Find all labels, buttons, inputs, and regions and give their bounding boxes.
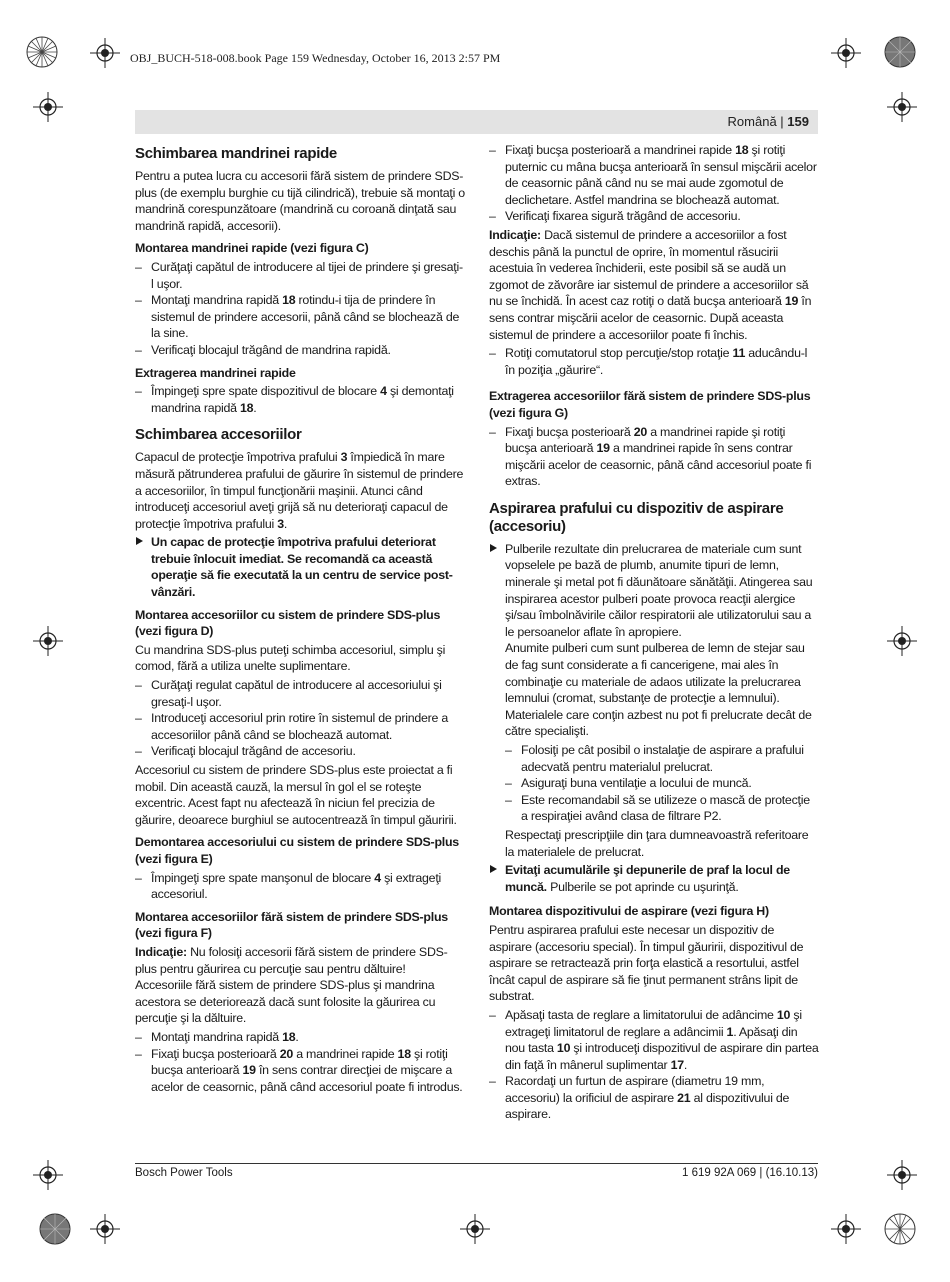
paragraph: Pulberile rezultate din prelucrarea de materiale cum sunt vopselele pe bază de plumb, anumite tipuri de lemn, minerale şi metal pot fi dăunătoare sănătăţii. Atingerea sau inspirarea acestor pulberi poate provoca reacţii alergice şi/sau îmbolnăvirile căilor respiratorii ale utilizatorului sau a le persoanelor aflate în apropiere. (505, 541, 813, 639)
list-item: – Apăsaţi tasta de reglare a limitatorului de adâncime 10 şi extrageţi limitatorul de reglare a adâncimii 1. Apăsaţi din nou tasta 10 şi introduceţi dispozitivul de aspirare din partea din faţă în mânerul suplimentar 17. (489, 1007, 819, 1073)
crosshair-mark-bottom-center (460, 1214, 490, 1244)
part-number: 18 (735, 143, 749, 157)
list-item: – Verificaţi blocajul trăgând de mandrina rapidă. (135, 342, 465, 359)
part-number: 10 (556, 1041, 571, 1056)
footer-brand: Bosch Power Tools (135, 1167, 233, 1179)
crosshair-mark-top-left (90, 38, 120, 68)
part-number: 19 (596, 441, 610, 456)
list-item: – Verificaţi blocajul trăgând de accesoriu. (135, 743, 465, 760)
crosshair-mark-middle-right (887, 626, 917, 656)
step-list (135, 383, 465, 416)
warning-note: Evitaţi acumulările şi depunerile de praf la locul de muncă. Pulberile se pot aprinde cu uşurinţă. (489, 862, 819, 895)
part-number: 10 (776, 1007, 791, 1022)
crosshair-mark-lower-right (887, 1160, 917, 1190)
crosshair-mark-upper-left (33, 92, 63, 122)
step-list (489, 424, 819, 490)
list-item: – Verificaţi fixarea sigură trăgând de accesoriu. (489, 208, 819, 225)
running-header (728, 114, 809, 129)
print-slug-line: OBJ_BUCH-518-008.book Page 159 Wednesday, October 16, 2013 2:57 PM (130, 51, 501, 65)
crosshair-mark-bottom-right (831, 1214, 861, 1244)
part-number: 3 (277, 516, 284, 531)
list-item: – Este recomandabil să se utilizeze o mască de protecţie a respiraţiei având clasa de filtrare P2. (505, 792, 819, 825)
list-item: – Folosiţi pe cât posibil o instalaţie de aspirare a prafului adecvată pentru materialul prelucrat. (505, 742, 819, 775)
part-number: 20 (279, 1046, 294, 1061)
part-number: 19 (784, 294, 799, 309)
left-column (135, 142, 465, 1097)
step-list (135, 259, 465, 359)
list-item: – Fixaţi bucşa posterioară 20 a mandrinei rapide 18 şi rotiţi bucşa anterioară 19 în sens contrar direcţiei de mişcare a acelor de ceasornic, până când accesoriul poate fi introdus. (135, 1046, 465, 1096)
footer-doc-number: 1 619 92A 069 | (16.10.13) (682, 1167, 818, 1179)
step-list (135, 870, 465, 903)
list-item: – Curăţaţi capătul de introducere al tijei de prindere şi gresaţi-l uşor. (135, 259, 465, 292)
step-list (489, 142, 819, 225)
subsection-heading: Extragerea mandrinei rapide (135, 365, 296, 380)
right-column (489, 142, 819, 1125)
crosshair-mark-upper-right (887, 92, 917, 122)
registration-mark-bottom-left (33, 1207, 77, 1251)
step-list (135, 677, 465, 760)
part-number: 18 (282, 1029, 296, 1044)
part-number: 19 (242, 1063, 256, 1078)
registration-mark-bottom-right (878, 1207, 922, 1251)
note-label: Indicaţie: (135, 944, 187, 959)
paragraph: Capacul de protecţie împotriva prafului 3 împiedică în mare măsură pătrunderea prafului de găurire în sistemul de prindere a accesoriilor, în timpul funcţionării maşinii. Atunci când introduceţi accesoriul aveţi grijă să nu deterioraţi capacul de protecţie împotriva prafului 3. (135, 450, 464, 531)
subsection-heading: Montarea accesoriilor cu sistem de prindere SDS-plus (vezi figura D) (135, 607, 441, 639)
list-item: – Împingeţi spre spate manşonul de blocare 4 şi extrageţi accesoriul. (135, 870, 465, 903)
crosshair-mark-top-right (831, 38, 861, 68)
list-item: – Racordaţi un furtun de aspirare (diametru 19 mm, accesoriu) la orificiul de aspirare 21 al dispozitivului de aspirare. (489, 1073, 819, 1123)
part-number: 18 (239, 400, 254, 415)
part-number: 4 (380, 384, 387, 399)
part-number: 20 (633, 424, 648, 439)
paragraph: Pentru aspirarea prafului este necesar un dispozitiv de aspirare (accesoriu special). În timpul găuririi, dispozitivul de aspirare se retractează prin forţa elastică a resortului, astfel încât capul de aspirare să fie ţinut permanent strâns lipit de substrat. (489, 922, 804, 1004)
list-item: – Introduceţi accesoriul prin rotire în sistemul de prindere a accesoriilor până când se blochează automat. (135, 710, 465, 743)
header-language: Română (727, 114, 777, 129)
part-number: 3 (340, 450, 348, 465)
registration-mark-top-left (20, 30, 64, 74)
section-heading: Schimbarea mandrinei rapide (135, 145, 337, 162)
paragraph: Anumite pulberi cum sunt pulberea de lemn de stejar sau de fag sunt considerate a fi cancerigene, mai ales în combinaţie cu materiale de adaos utilizate la prelucrarea lemnului (cromat, substanţe de protecţie a lemnului). Materialele care conţin azbest nu pot fi prelucrate decât de către specialişti. (505, 641, 812, 739)
warning-note (489, 541, 819, 860)
part-number: 18 (282, 293, 296, 308)
section-heading: Aspirarea prafului cu dispozitiv de aspirare (accesoriu) (489, 499, 784, 535)
paragraph: Cu mandrina SDS-plus puteţi schimba accesoriul, simplu şi comod, fără a utiliza unelte suplimentare. (135, 642, 446, 674)
paragraph: Pentru a putea lucra cu accesorii fără sistem de prindere SDS-plus (de exemplu burghie cu tijă cilindrică), trebuie să montaţi o mandrină corespunzătoare (mandrină cu coroană dinţată sau mandrină rapidă, accesorii). (135, 169, 465, 233)
footer-rule (135, 1163, 818, 1164)
crosshair-mark-lower-left (33, 1160, 63, 1190)
subsection-heading: Montarea dispozitivului de aspirare (vezi figura H) (489, 904, 769, 919)
list-item: – Rotiţi comutatorul stop percuţie/stop rotaţie 11 aducându-l în poziţia „găurire“. (489, 345, 819, 378)
list-item: – Curăţaţi regulat capătul de introducere al accesoriului şi gresaţi-l uşor. (135, 677, 465, 710)
warning-triangle-icon (490, 865, 497, 873)
list-item: – Montaţi mandrina rapidă 18 rotindu-i tija de prindere în sistemul de prindere accesorii, până când se blochează de la sine. (135, 292, 465, 342)
step-list (489, 345, 819, 378)
header-band (135, 110, 818, 134)
part-number: 17 (670, 1057, 684, 1072)
part-number: 1 (726, 1024, 734, 1039)
list-item: – Împingeţi spre spate dispozitivul de blocare 4 şi demontaţi mandrina rapidă 18. (135, 383, 465, 416)
crosshair-mark-bottom-left (90, 1214, 120, 1244)
step-list (489, 1007, 819, 1123)
subsection-heading: Demontarea accesoriului cu sistem de prindere SDS-plus (vezi figura E) (135, 835, 459, 866)
list-item: – Fixaţi bucşa posterioară a mandrinei rapide 18 şi rotiţi puternic cu mâna bucşa anterioară în sensul mişcării acelor de ceasornic până când nu se mai aude zgomotul de declichetare. Astfel mandrina se blochează automat. (489, 142, 819, 208)
list-item: – Fixaţi bucşa posterioară 20 a mandrinei rapide şi rotiţi bucşa anterioară 19 a mandrinei rapide în sens contrar mişcării acelor de ceasornic, până când accesoriul poate fi extras. (489, 424, 819, 490)
note-paragraph: Indicaţie: Dacă sistemul de prindere a accesoriilor a fost deschis până la punctul de oprire, în momentul răsucirii acestuia în vederea închiderii, este posibil să se audă un zgomot de zăvorâre iar sistemul de prindere a accesoriilor să nu se închidă. În acest caz rotiţi o dată bucşa anterioară 19 în sens contrar mişcării acelor de ceasornic. După aceasta sistemul de prindere a accesoriilor poate fi închis. (489, 227, 812, 342)
note-paragraph: Indicaţie: Nu folosiţi accesorii fără sistem de prindere SDS-plus pentru găurirea cu percuţie sau pentru dăltuire! Accesoriile fără sistem de prindere SDS-plus şi mandrina acestora se deteriorează dacă sunt folosite la găurirea cu percuţie şi la dăltuire. (135, 944, 448, 1026)
part-number: 21 (677, 1090, 691, 1105)
crosshair-mark-middle-left (33, 626, 63, 656)
subsection-heading: Extragerea accesoriilor fără sistem de prindere SDS-plus (vezi figura G) (489, 389, 811, 420)
subsection-heading: Montarea accesoriilor fără sistem de prindere SDS-plus (vezi figura F) (135, 909, 448, 941)
page-number: 159 (787, 114, 809, 129)
warning-note: Un capac de protecţie împotriva prafului deteriorat trebuie înlocuit imediat. Se recomandă ca această operaţie să fie executată la un centru de service post-vânzări. (135, 534, 465, 600)
registration-mark-top-right (878, 30, 922, 74)
part-number: 18 (397, 1046, 411, 1061)
section-heading: Schimbarea accesoriilor (135, 426, 302, 444)
step-list (505, 742, 819, 825)
list-item: – Asiguraţi buna ventilaţie a locului de muncă. (505, 775, 819, 792)
header-separator: | (776, 114, 788, 129)
part-number: 11 (732, 346, 746, 361)
part-number: 4 (374, 870, 381, 885)
paragraph: Respectaţi prescripţiile din ţara dumneavoastră referitoare la materialele de prelucrat. (505, 827, 809, 859)
paragraph: Accesoriul cu sistem de prindere SDS-plus este proiectat a fi mobil. Din această cauză, la mersul în gol el se roteşte excentric. Acest fapt nu afectează în niciun fel precizia de găurire, deoarece burghiul se autocentrează în timpul găuririi. (135, 763, 457, 827)
subsection-heading: Montarea mandrinei rapide (vezi figura C) (135, 241, 369, 256)
note-label: Indicaţie: (489, 227, 541, 242)
warning-triangle-icon (136, 537, 143, 545)
warning-triangle-icon (490, 544, 497, 552)
list-item: – Montaţi mandrina rapidă 18. (135, 1029, 465, 1046)
step-list (135, 1029, 465, 1095)
